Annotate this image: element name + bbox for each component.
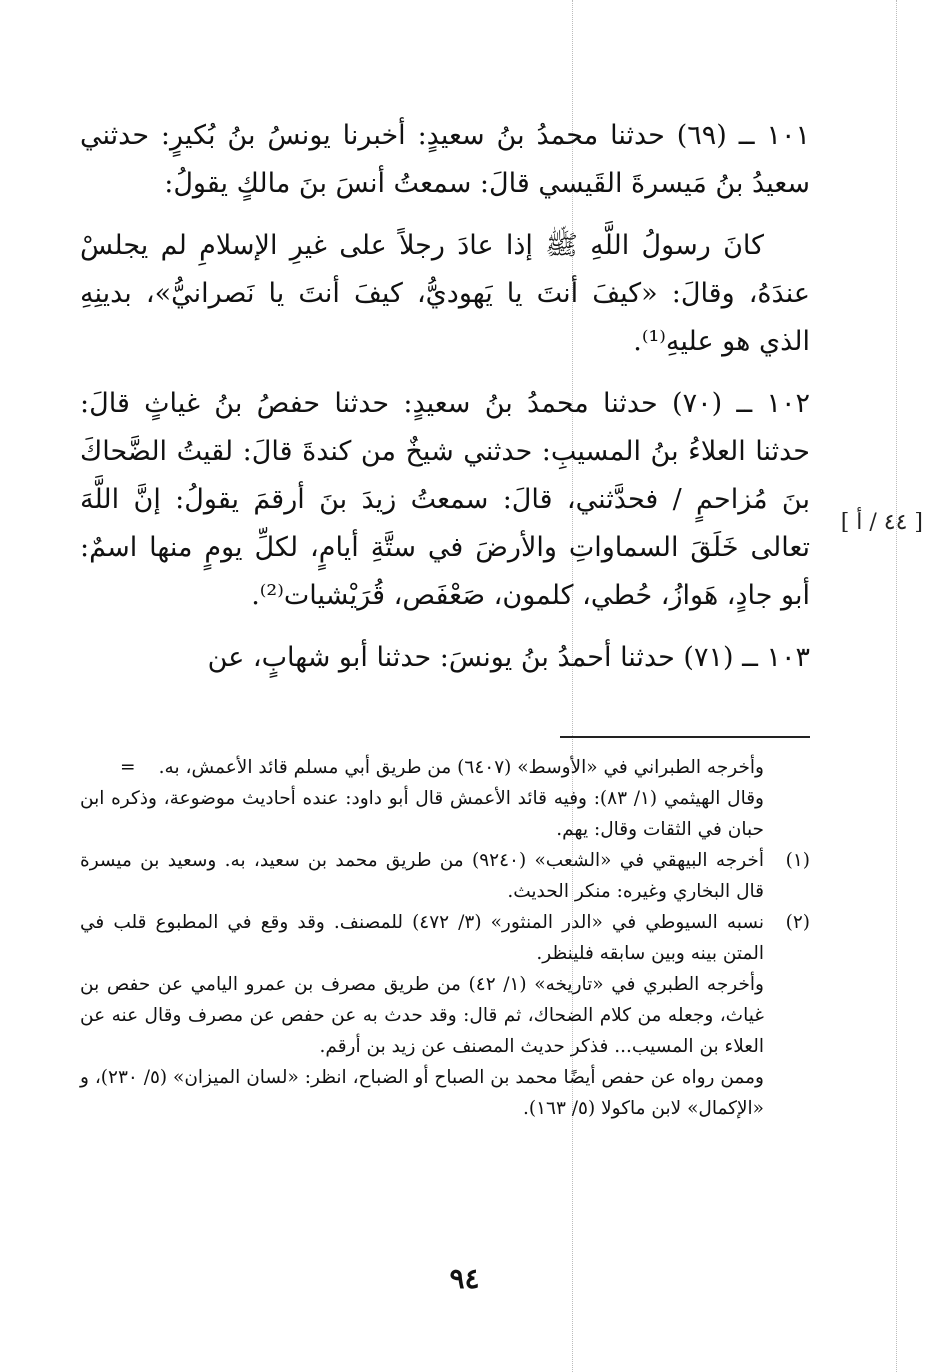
footnote-separator [560, 736, 810, 738]
hadith-102: ١٠٢ ــ (٧٠) حدثنا محمدُ بنُ سعيدٍ: حدثنا حفصُ بنُ غياثٍ قالَ: حدثنا العلاءُ بنُ المسيبِ: حدثني شيخٌ من كندةَ قالَ: لقيتُ الضَّحاكَ بنَ مُزاحمٍ / فحدَّثني، قالَ: سمعتُ زيدَ بنَ أرقمَ يقولُ: إنَّ اللَّهَ تعالى خَلَقَ السماواتِ والأرضَ في ستَّةِ أيامٍ، لكلِّ يومٍ منها اسمٌ: أبو جادٍ، هَوازُ، حُطي، كلمون، صَعْفَص، قُرَيْشيات⁽²⁾. [80, 388, 810, 611]
footnote-number: (١) [785, 850, 810, 871]
manuscript-folio-ref: [ ٤٤ / أ ] [840, 510, 923, 535]
hadith-101: ١٠١ ــ (٦٩) حدثنا محمدُ بنُ سعيدٍ: أخبرنا يونسُ بنُ بُكيرٍ: حدثني سعيدُ بنُ مَيسرةَ القَيسي قالَ: سمعتُ أنسَ بنَ مالكٍ يقولُ: [80, 120, 810, 199]
footnote-body [80, 845, 764, 907]
footnote-line: وممن رواه عن حفص أيضًا محمد بن الصباح أو الضباح، انظر: «لسان الميزان» (٥/ ٢٣٠)، و «الإكمال» لابن ماكولا (٥/ ١٦٣). [80, 1067, 764, 1119]
scan-fold-line [896, 0, 897, 1372]
footnote-2 [80, 907, 810, 1124]
footnote-line: نسبه السيوطي في «الدر المنثور» (٣/ ٤٧٢) للمصنف. وقد وقع في المطبوع قلب في المتن بينه وبين سابقه فلينظر. [80, 912, 764, 964]
footnote-number: (٢) [785, 912, 810, 933]
main-text [80, 112, 810, 696]
hadith-103: ١٠٣ ــ (٧١) حدثنا أحمدُ بنُ يونسَ: حدثنا أبو شهابٍ، عن [207, 642, 810, 673]
footnote-line: وقال الهيثمي (١/ ٨٣): وفيه قائد الأعمش قال أبو داود: عنده أحاديث موضوعة، وذكره ابن حبان في الثقات وقال: يهم. [80, 788, 764, 840]
footnote-continuation-mark: = [120, 757, 136, 778]
footnotes [80, 752, 810, 1124]
footnote-continued [80, 752, 810, 845]
footnote-body [80, 907, 764, 1124]
footnote-number [764, 752, 810, 845]
footnote-line: أخرجه البيهقي في «الشعب» (٩٢٤٠) من طريق محمد بن سعيد، به. وسعيد بن ميسرة قال البخاري وغيره: منكر الحديث. [80, 850, 764, 902]
footnote-1 [80, 845, 810, 907]
page-number: ٩٤ [449, 1262, 480, 1295]
footnote-line: وأخرجه الطبراني في «الأوسط» (٦٤٠٧) من طريق أبي مسلم قائد الأعمش، به. [158, 757, 764, 778]
footnote-line: وأخرجه الطبري في «تاريخه» (١/ ٤٢) من طريق مصرف بن عمرو اليامي عن حفص بن غياث، وجعله من كلام الضحاك، ثم قال: وقد حدث به عن حفص عن مصرف وقال عنه عن العلاء بن المسيب... فذكر حديث المصنف عن زيد بن أرقم. [80, 974, 764, 1057]
hadith-101-matn: كانَ رسولُ اللَّهِ ﷺ إذا عادَ رجلاً على غيرِ الإسلامِ لم يجلسْ عندَهُ، وقالَ: «كيفَ أنتَ يا يَهوديُّ، كيفَ أنتَ يا نَصرانيُّ»، بدينِهِ الذي هو عليهِ⁽¹⁾. [80, 230, 810, 357]
footnote-body [80, 752, 764, 845]
